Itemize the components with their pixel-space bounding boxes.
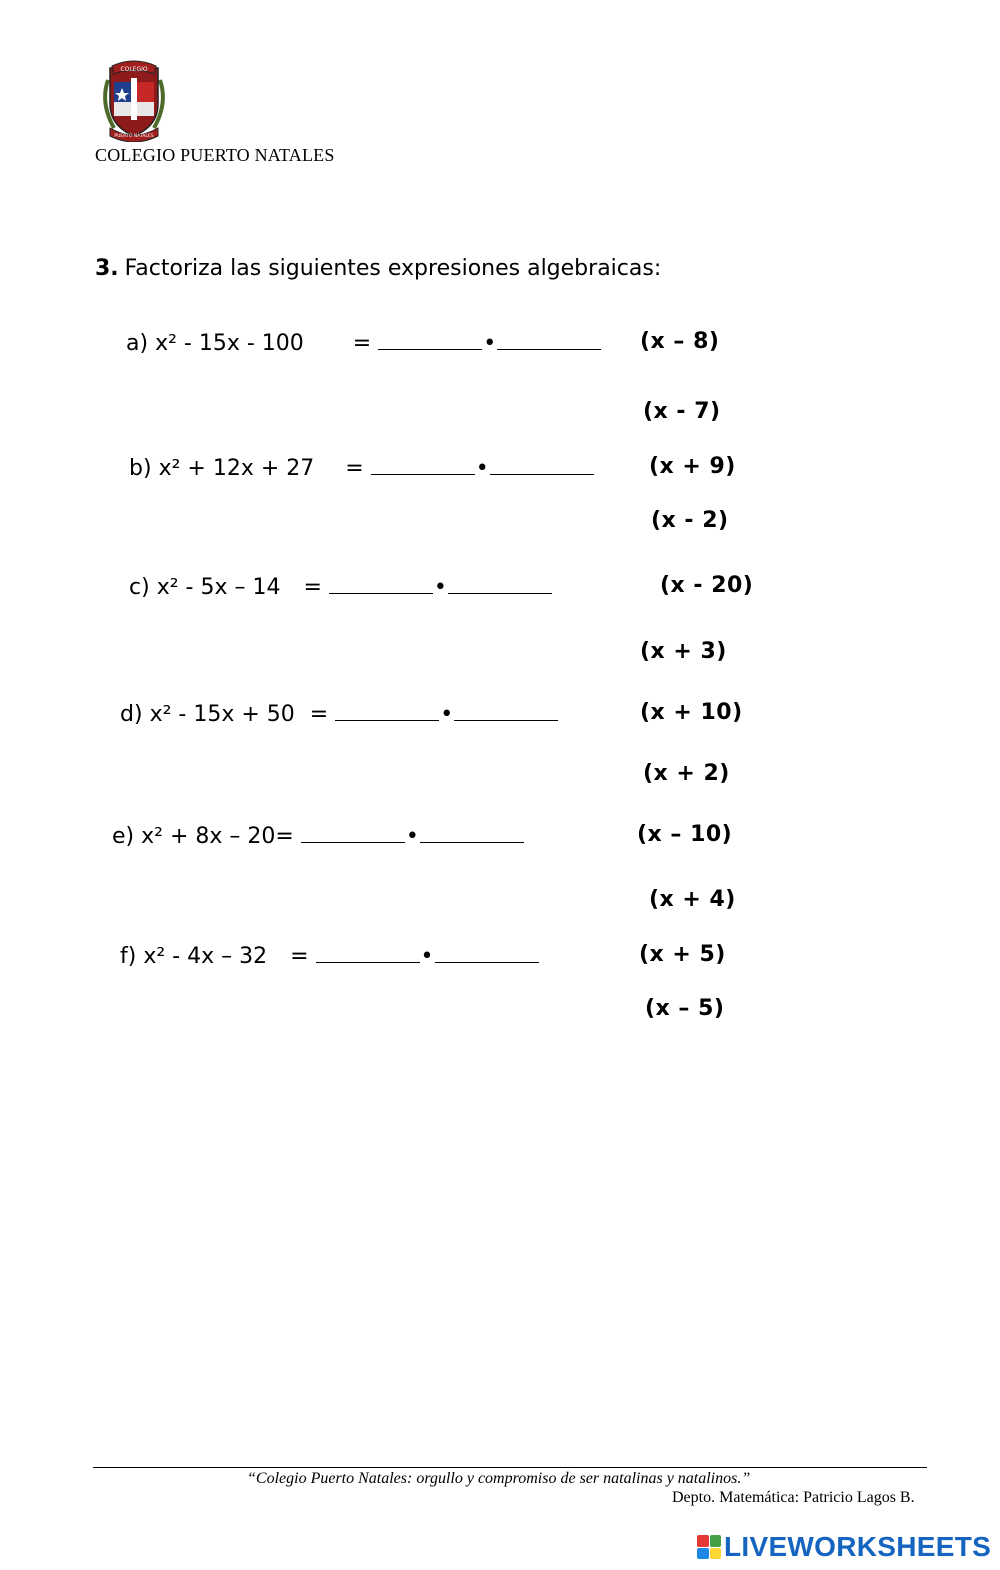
exercise-c [129,573,552,600]
answer-option[interactable]: (x + 5) [639,942,726,967]
multiply-dot: • [475,456,489,481]
answer-blank-2[interactable] [420,822,524,843]
answer-option[interactable]: (x + 3) [640,639,727,664]
exercise-label: f) [120,944,137,969]
answer-blank-2[interactable] [497,329,601,350]
exercise-label: e) [112,824,135,849]
answer-option[interactable]: (x - 20) [660,573,754,598]
answer-blank-2[interactable] [435,942,539,963]
exercise-b [129,454,594,481]
answer-option[interactable]: (x + 10) [640,700,743,725]
school-name: COLEGIO PUERTO NATALES [95,145,335,165]
equals-sign: = [303,575,322,600]
multiply-dot: • [405,824,419,849]
liveworksheets-logo [697,1532,991,1562]
answer-option[interactable]: (x – 10) [637,822,733,847]
answer-blank-1[interactable] [316,942,420,963]
answer-blank-2[interactable] [490,454,594,475]
answer-option[interactable]: (x – 8) [640,329,720,354]
equals-sign: = [345,456,364,481]
answer-blank-1[interactable] [329,573,433,594]
liveworksheets-text: LIVEWORKSHEETS [724,1531,992,1562]
answer-blank-1[interactable] [378,329,482,350]
answer-option[interactable]: (x - 7) [643,399,721,424]
answer-option[interactable]: (x + 2) [643,761,730,786]
exercise-number: 3. [95,256,119,281]
multiply-dot: • [433,575,447,600]
exercise-instruction [95,256,661,281]
equals-sign: = [290,944,309,969]
answer-option[interactable]: (x + 9) [649,454,736,479]
exercise-expression: x² - 5x – 14 [156,575,281,600]
instruction-text: Factoriza las siguientes expresiones algebraicas: [124,256,662,281]
exercise-expression: x² - 4x – 32 [143,944,268,969]
liveworksheets-icon [697,1535,721,1559]
multiply-dot: • [483,331,497,356]
multiply-dot: • [420,944,434,969]
exercise-e [112,822,524,849]
answer-blank-1[interactable] [301,822,405,843]
multiply-dot: • [440,702,454,727]
exercise-expression: x² + 8x – 20= [141,824,294,849]
answer-option[interactable]: (x - 2) [651,508,729,533]
answer-option[interactable]: (x + 4) [649,887,736,912]
equals-sign: = [309,702,329,727]
footer-department: Depto. Matemática: Patricio Lagos B. [672,1489,915,1506]
exercise-f [120,942,539,969]
exercise-expression: x² + 12x + 27 [158,456,315,481]
exercise-expression: x² - 15x + 50 [149,702,295,727]
exercise-d [120,700,558,727]
answer-option[interactable]: (x – 5) [645,996,725,1021]
svg-text:COLEGIO: COLEGIO [120,66,148,73]
equals-sign: = [352,331,372,356]
answer-blank-1[interactable] [335,700,439,721]
footer-motto: “Colegio Puerto Natales: orgullo y compromiso de ser natalinas y natalinos.” [247,1470,751,1487]
answer-blank-2[interactable] [454,700,558,721]
answer-blank-2[interactable] [448,573,552,594]
exercise-label: c) [129,575,150,600]
answer-blank-1[interactable] [371,454,475,475]
exercise-label: a) [126,331,149,356]
exercise-a [126,329,601,356]
exercise-label: d) [120,702,143,727]
svg-text:PUERTO NATALES: PUERTO NATALES [114,134,154,139]
exercise-label: b) [129,456,152,481]
exercise-expression: x² - 15x - 100 [155,331,304,356]
school-crest-logo [98,58,170,142]
footer-divider [93,1467,927,1468]
